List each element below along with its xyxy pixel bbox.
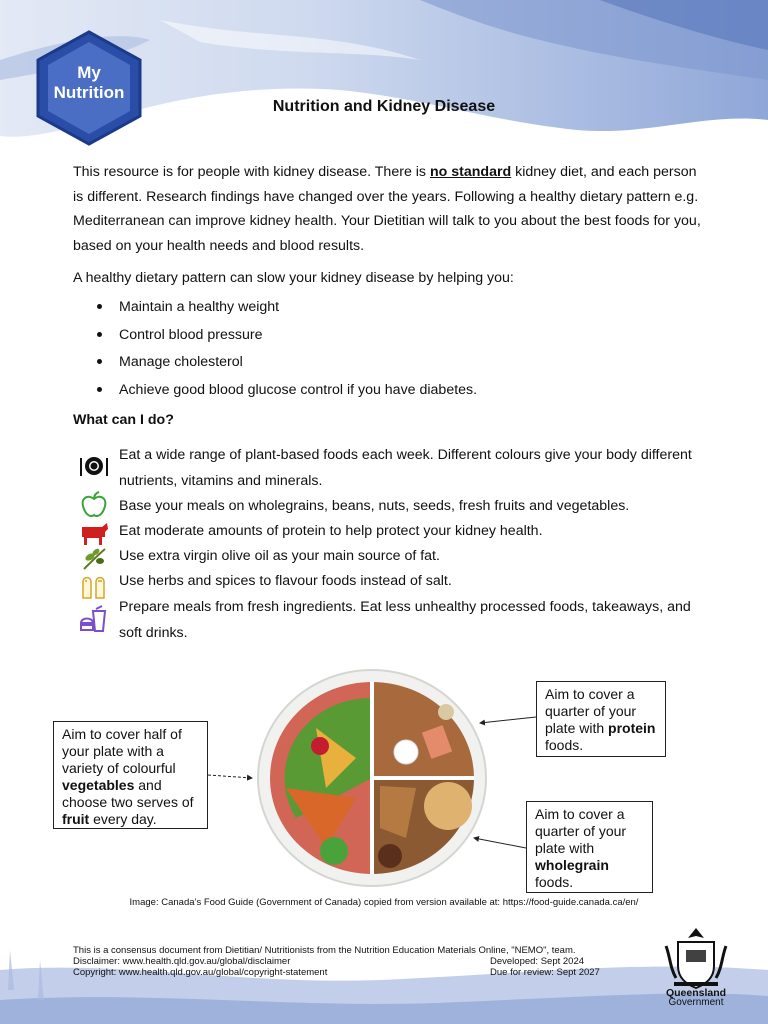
callout-bold: protein: [608, 720, 656, 736]
callout-text: Aim to cover a quarter of your plate with: [545, 686, 637, 736]
gov-line-1: Queensland: [665, 987, 727, 999]
callout-bold: vegetables: [62, 777, 135, 793]
footer-developed: Developed: Sept 2024: [490, 956, 585, 967]
logo-text: [30, 63, 148, 103]
logo-line-1: My: [77, 63, 101, 82]
plate-cutlery-icon: [78, 452, 110, 480]
apple-icon: [78, 491, 110, 519]
tip-text: Eat a wide range of plant-based foods each week. Different colours give your body different nutrients, vitamins and minerals.: [119, 447, 692, 489]
list-item: Manage cholesterol: [73, 351, 703, 379]
image-credit: Image: Canada’s Food Guide (Government of Canada) copied from version available at: https://food-guide.canada.ca/en/: [129, 897, 639, 908]
callout-bold: wholegrain: [535, 857, 609, 873]
callout-text: and choose two serves of: [62, 777, 194, 810]
footer-disclaimer: Disclaimer: www.health.qld.gov.au/global/disclaimer: [73, 956, 291, 967]
takeaway-icon: [78, 605, 110, 633]
footer-consensus: This is a consensus document from Dietitian/ Nutritionists from the Nutrition Education Materials Online, "NEMO", team.: [73, 945, 576, 956]
olive-branch-icon: [78, 545, 110, 573]
list-item: Control blood pressure: [73, 324, 703, 352]
footer-dates: [490, 956, 600, 978]
callout-text: foods.: [545, 737, 584, 753]
lead-sentence: A healthy dietary pattern can slow your kidney disease by helping you:: [73, 270, 514, 286]
vegetables-callout: [53, 721, 208, 829]
callout-text: foods.: [535, 874, 574, 890]
callout-bold: fruit: [62, 811, 90, 827]
footer-copyright: Copyright: www.health.qld.gov.au/global/copyright-statement: [73, 967, 328, 978]
queensland-government-wordmark: [650, 988, 742, 1008]
protein-callout: [536, 681, 666, 757]
callout-text: Aim to cover half of your plate with a variety of colourful: [62, 726, 182, 776]
footer-review: Due for review: Sept 2027: [490, 967, 600, 978]
list-item: Maintain a healthy weight: [73, 296, 703, 324]
callout-text: every day.: [89, 811, 157, 827]
tip-text: Prepare meals from fresh ingredients. Eat less unhealthy processed foods, takeaways, and soft drinks.: [119, 599, 691, 641]
intro-pre: This resource is for people with kidney disease. There is: [73, 164, 430, 180]
section-heading: What can I do?: [73, 412, 174, 428]
food-guide-plate: [256, 668, 488, 888]
intro-emphasis: no standard: [429, 164, 512, 180]
wholegrain-callout: [526, 801, 653, 893]
logo-line-2: Nutrition: [53, 83, 125, 102]
tip-text: Eat moderate amounts of protein to help protect your kidney health.: [119, 523, 543, 539]
page-title: Nutrition and Kidney Disease: [272, 98, 496, 115]
tip-text: Base your meals on wholegrains, beans, nuts, seeds, fresh fruits and vegetables.: [119, 498, 630, 514]
list-item: Achieve good blood glucose control if you have diabetes.: [73, 379, 703, 407]
callout-text: Aim to cover a quarter of your plate with: [535, 806, 627, 856]
benefit-list: [73, 296, 703, 406]
tip-text: Use extra virgin olive oil as your main source of fat.: [119, 548, 440, 564]
tip-text: Use herbs and spices to flavour foods instead of salt.: [119, 573, 452, 589]
gov-line-2: Government: [668, 997, 724, 1008]
salt-pepper-icon: [78, 572, 110, 600]
cow-icon: [78, 519, 110, 547]
intro-post: kidney diet, and each person is different. Research findings have changed over the years. Following a healthy dietary pattern e.g. Mediterranean can improve kidney health. Your Dietitian will talk to you about the best foods for you, based on your health needs and blood results.: [73, 164, 701, 254]
intro-paragraph: [73, 160, 703, 258]
